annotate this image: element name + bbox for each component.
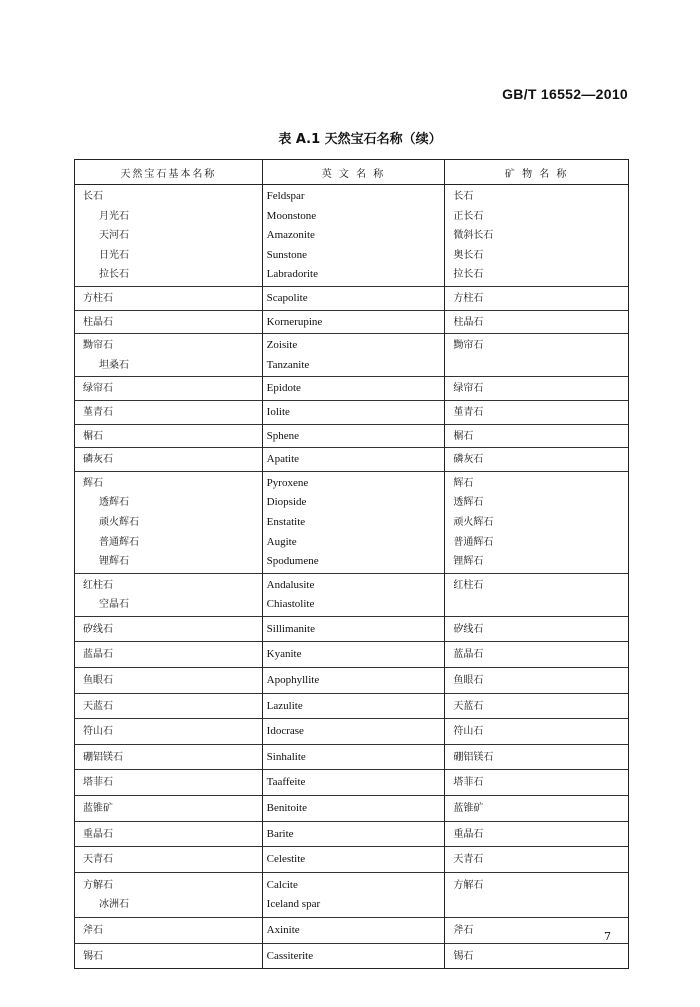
english-name-cell	[262, 616, 445, 642]
mineral-name: 磷灰石	[453, 454, 484, 466]
gem-name: 空晶石	[99, 599, 129, 611]
english-name: Chiastolite	[266, 598, 315, 611]
mineral-name: 拉长石	[453, 269, 484, 281]
mineral-name-cell	[445, 918, 629, 944]
mineral-name: 硼铝镁石	[453, 751, 494, 763]
english-name-cell	[262, 872, 445, 917]
gem-name: 榍石	[83, 430, 103, 442]
english-name: Apophyllite	[266, 674, 320, 687]
gem-name: 拉长石	[99, 269, 129, 281]
gem-name: 天青石	[83, 854, 113, 866]
english-name-cell	[262, 770, 445, 796]
gem-name: 斧石	[83, 925, 103, 936]
english-name: Sunstone	[266, 248, 308, 261]
table-row	[75, 642, 629, 668]
mineral-name-cell	[445, 872, 629, 917]
english-name: Celestite	[266, 853, 306, 866]
gem-name: 方柱石	[83, 292, 113, 304]
english-name-cell	[262, 377, 445, 401]
table-row	[75, 185, 629, 287]
mineral-name: 堇青石	[453, 406, 484, 418]
mineral-name-cell	[445, 821, 629, 847]
english-name: Idocrase	[266, 725, 304, 738]
gem-name: 鱼眼石	[83, 675, 113, 687]
column-header-english-name: 英 文 名 称	[262, 160, 445, 185]
mineral-name-cell	[445, 943, 629, 969]
english-name: Feldspar	[266, 190, 305, 202]
english-name-cell	[262, 334, 445, 377]
table-title: 表 A.1 天然宝石名称（续）	[278, 132, 442, 147]
english-name-cell	[262, 693, 445, 719]
english-name: Kornerupine	[266, 315, 323, 328]
english-name: Labradorite	[266, 268, 318, 281]
basic-name-cell	[75, 668, 263, 694]
table-row	[75, 573, 629, 616]
mineral-name: 正长石	[453, 210, 484, 222]
english-name-cell	[262, 573, 445, 616]
gem-name: 绿帘石	[83, 383, 113, 395]
mineral-name: 重晶石	[453, 828, 484, 840]
gem-name: 长石	[83, 191, 103, 202]
gem-name: 磷灰石	[83, 454, 113, 466]
table-header-row	[75, 160, 629, 185]
english-name-cell	[262, 796, 445, 822]
mineral-name-cell	[445, 573, 629, 616]
mineral-name: 蓝锥矿	[453, 803, 484, 815]
english-name-cell	[262, 847, 445, 873]
english-name: Epidote	[266, 382, 301, 395]
basic-name-cell	[75, 943, 263, 969]
english-name-cell	[262, 448, 445, 472]
mineral-name-cell	[445, 334, 629, 377]
mineral-name-cell	[445, 310, 629, 334]
basic-name-cell	[75, 918, 263, 944]
basic-name-cell	[75, 821, 263, 847]
table-row	[75, 943, 629, 969]
gem-name: 蓝锥矿	[83, 803, 113, 815]
gem-name: 矽线石	[83, 623, 113, 635]
mineral-name	[453, 895, 622, 915]
mineral-name: 天青石	[453, 854, 484, 866]
basic-name-cell	[75, 770, 263, 796]
english-name-cell	[262, 286, 445, 310]
basic-name-cell	[75, 744, 263, 770]
mineral-name: 符山石	[453, 726, 484, 738]
mineral-name: 方柱石	[453, 292, 484, 304]
english-name: Axinite	[266, 924, 300, 936]
english-name: Benitoite	[266, 802, 307, 815]
mineral-name: 锂辉石	[453, 556, 484, 568]
column-header-mineral-name: 矿 物 名 称	[445, 160, 629, 185]
mineral-name-cell	[445, 796, 629, 822]
english-name-cell	[262, 642, 445, 668]
table-row	[75, 847, 629, 873]
english-name: Apatite	[266, 453, 300, 466]
mineral-name-cell	[445, 448, 629, 472]
english-name: Augite	[266, 535, 297, 548]
basic-name-cell	[75, 471, 263, 573]
gem-name: 坦桑石	[99, 359, 129, 371]
gem-name: 普通辉石	[99, 536, 139, 548]
gem-name: 符山石	[83, 726, 113, 738]
basic-name-cell	[75, 573, 263, 616]
english-name: Andalusite	[266, 578, 315, 591]
mineral-name-cell	[445, 770, 629, 796]
standard-number: GB/T 16552—2010	[502, 86, 628, 102]
mineral-name: 矽线石	[453, 623, 484, 635]
basic-name-cell	[75, 286, 263, 310]
english-name: Iceland spar	[266, 898, 321, 911]
english-name: Calcite	[266, 878, 298, 891]
english-name: Zoisite	[266, 339, 298, 352]
table-row	[75, 821, 629, 847]
mineral-name: 绿帘石	[453, 383, 484, 395]
mineral-name: 锡石	[453, 950, 474, 962]
table-row	[75, 310, 629, 334]
basic-name-cell	[75, 693, 263, 719]
table-row	[75, 377, 629, 401]
gem-name: 塔菲石	[83, 777, 113, 789]
english-name: Pyroxene	[266, 476, 309, 489]
gem-name: 冰洲石	[99, 899, 129, 911]
mineral-name-cell	[445, 616, 629, 642]
gem-name: 黝帘石	[83, 340, 113, 352]
english-name-cell	[262, 744, 445, 770]
table-row	[75, 693, 629, 719]
mineral-name: 长石	[453, 191, 474, 202]
english-name-cell	[262, 424, 445, 448]
table-row	[75, 448, 629, 472]
basic-name-cell	[75, 796, 263, 822]
gem-name: 重晶石	[83, 828, 113, 840]
basic-name-cell	[75, 377, 263, 401]
mineral-name-cell	[445, 642, 629, 668]
english-name: Sinhalite	[266, 750, 306, 763]
basic-name-cell	[75, 719, 263, 745]
english-name: Cassiterite	[266, 949, 314, 962]
gemstone-names-table	[74, 159, 629, 969]
basic-name-cell	[75, 310, 263, 334]
english-name: Scapolite	[266, 291, 308, 304]
mineral-name: 顽火辉石	[453, 516, 494, 528]
table-row	[75, 424, 629, 448]
gem-name: 透辉石	[99, 497, 129, 509]
mineral-name-cell	[445, 744, 629, 770]
table-row	[75, 872, 629, 917]
english-name: Sphene	[266, 429, 300, 442]
gem-name: 方解石	[83, 879, 113, 891]
english-name: Lazulite	[266, 699, 303, 712]
mineral-name: 天蓝石	[453, 700, 484, 712]
mineral-name-cell	[445, 719, 629, 745]
mineral-name: 榍石	[453, 430, 474, 442]
mineral-name: 辉石	[453, 477, 474, 489]
mineral-name	[453, 356, 622, 376]
english-name-cell	[262, 668, 445, 694]
english-name-cell	[262, 185, 445, 287]
table-row	[75, 770, 629, 796]
mineral-name: 塔菲石	[453, 777, 484, 789]
mineral-name-cell	[445, 668, 629, 694]
english-name: Amazonite	[266, 229, 315, 242]
basic-name-cell	[75, 616, 263, 642]
table-row	[75, 796, 629, 822]
mineral-name-cell	[445, 400, 629, 424]
english-name-cell	[262, 943, 445, 969]
gem-name: 硼铝镁石	[83, 751, 123, 763]
english-name-cell	[262, 719, 445, 745]
english-name: Sillimanite	[266, 622, 315, 635]
mineral-name: 黝帘石	[453, 340, 484, 352]
column-header-basic-name: 天然宝石基本名称	[75, 160, 263, 185]
gem-name: 辉石	[83, 477, 103, 489]
mineral-name: 普通辉石	[453, 536, 494, 548]
english-name: Iolite	[266, 405, 290, 418]
mineral-name-cell	[445, 847, 629, 873]
mineral-name-cell	[445, 693, 629, 719]
mineral-name	[453, 595, 622, 615]
table-row	[75, 744, 629, 770]
mineral-name-cell	[445, 424, 629, 448]
english-name: Taaffeite	[266, 776, 306, 789]
english-name: Tanzanite	[266, 358, 310, 371]
basic-name-cell	[75, 448, 263, 472]
gem-name: 红柱石	[83, 579, 113, 591]
mineral-name: 柱晶石	[453, 316, 484, 328]
english-name-cell	[262, 310, 445, 334]
gem-name: 天蓝石	[83, 700, 113, 712]
basic-name-cell	[75, 642, 263, 668]
table-row	[75, 286, 629, 310]
table-row	[75, 918, 629, 944]
basic-name-cell	[75, 400, 263, 424]
basic-name-cell	[75, 847, 263, 873]
mineral-name: 微斜长石	[453, 230, 494, 242]
table-row	[75, 400, 629, 424]
english-name-cell	[262, 400, 445, 424]
mineral-name: 方解石	[453, 879, 484, 891]
page-number: 7	[604, 930, 611, 943]
mineral-name: 奥长石	[453, 249, 484, 261]
mineral-name: 红柱石	[453, 579, 484, 591]
table-row	[75, 616, 629, 642]
gem-name: 堇青石	[83, 406, 113, 418]
gem-name: 柱晶石	[83, 316, 113, 328]
mineral-name-cell	[445, 185, 629, 287]
english-name: Barite	[266, 827, 294, 840]
mineral-name: 蓝晶石	[453, 649, 484, 661]
mineral-name-cell	[445, 377, 629, 401]
english-name-cell	[262, 471, 445, 573]
mineral-name: 透辉石	[453, 497, 484, 509]
gem-name: 蓝晶石	[83, 649, 113, 661]
english-name: Kyanite	[266, 648, 302, 661]
gem-name: 顽火辉石	[99, 516, 139, 528]
english-name-cell	[262, 821, 445, 847]
basic-name-cell	[75, 872, 263, 917]
english-name: Diopside	[266, 496, 307, 509]
mineral-name: 斧石	[453, 925, 474, 936]
table-row	[75, 668, 629, 694]
table-row	[75, 334, 629, 377]
table-row	[75, 471, 629, 573]
english-name-cell	[262, 918, 445, 944]
english-name: Spodumene	[266, 555, 319, 568]
mineral-name-cell	[445, 471, 629, 573]
basic-name-cell	[75, 424, 263, 448]
gem-name: 锂辉石	[99, 556, 129, 568]
english-name: Enstatite	[266, 515, 306, 528]
mineral-name-cell	[445, 286, 629, 310]
gem-name: 天河石	[99, 230, 129, 242]
gem-name: 锡石	[83, 950, 103, 962]
basic-name-cell	[75, 334, 263, 377]
mineral-name: 鱼眼石	[453, 675, 484, 687]
english-name: Moonstone	[266, 209, 317, 222]
basic-name-cell	[75, 185, 263, 287]
gem-name: 日光石	[99, 249, 129, 261]
gem-name: 月光石	[99, 210, 129, 222]
table-row	[75, 719, 629, 745]
